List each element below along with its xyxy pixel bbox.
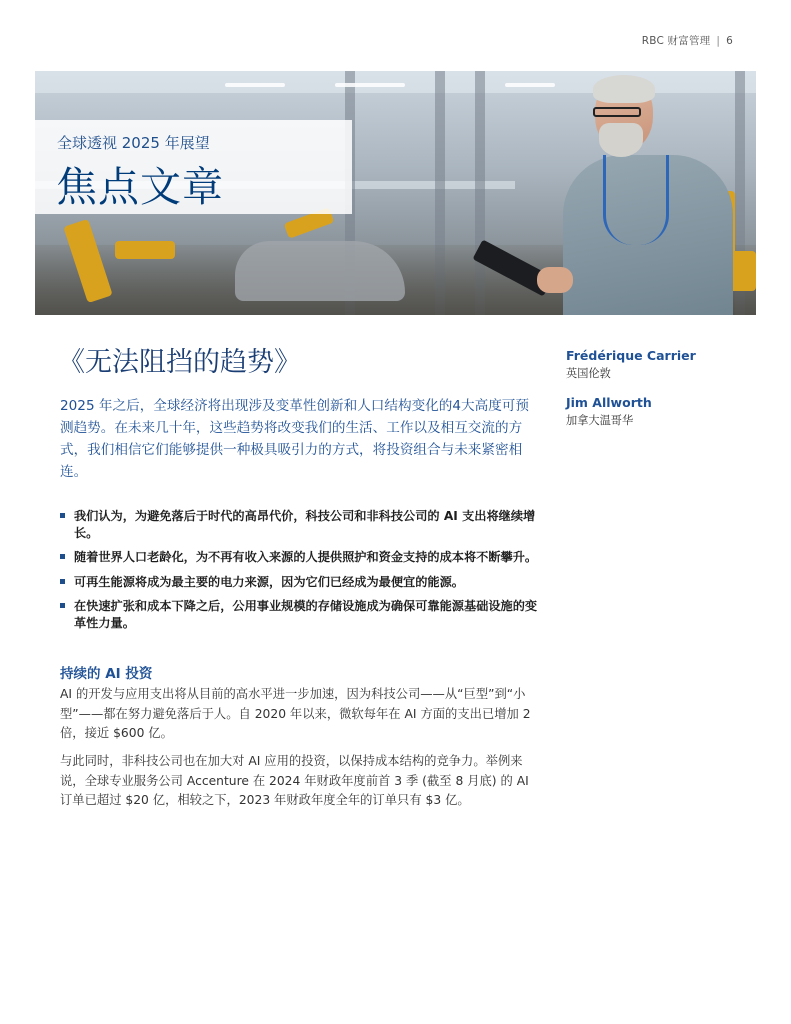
body-paragraph: AI 的开发与应用支出将从目前的高水平进一步加速，因为科技公司——从“巨型”到“小型”——都在努力避免落后于人。自 2020 年以来，微软每年在 AI 方面的支出已增加 2 倍，接近 $600 亿。: [60, 687, 531, 740]
body-paragraph: 与此同时，非科技公司也在加大对 AI 应用的投资，以保持成本结构的竞争力。举例来说，全球专业服务公司 Accenture 在 2024 年财政年度前首 3 季 (截至 8 月底) 的 AI 订单已超过 $20 亿，相较之下，2023 年财政年度全年的订单只有 $3 亿。: [60, 754, 529, 807]
bullet-text: 我们认为，为避免落后于时代的高昂代价，科技公司和非科技公司的 AI 支出将继续增长。: [74, 509, 536, 540]
bullet-list: [60, 508, 548, 639]
authors-sidebar: [566, 348, 746, 442]
header-separator: |: [716, 35, 721, 47]
bullet-item: [60, 508, 548, 541]
brand-name: RBC 财富管理: [641, 35, 711, 47]
author-location: 加拿大温哥华: [566, 414, 634, 427]
page-number: 6: [726, 35, 733, 47]
hero-title-box: [35, 120, 352, 214]
engineer-figure: [533, 71, 756, 315]
hero-title: 焦点文章: [56, 163, 224, 211]
section-heading: 持续的 AI 投资: [60, 666, 153, 682]
author-location: 英国伦敦: [566, 367, 611, 380]
lead-paragraph: 2025 年之后，全球经济将出现涉及变革性创新和人口结构变化的4大高度可预测趋势。在未来几十年，这些趋势将改变我们的生活、工作以及相互交流的方式，我们相信它们能够提供一种极具吸引力的方式，将投资组合与未来紧密相连。: [60, 398, 529, 480]
hero-eyebrow: 全球透视 2025 年展望: [57, 134, 210, 152]
bullet-marker: [60, 513, 65, 518]
author-entry: [566, 395, 746, 428]
page-header: [642, 33, 733, 48]
bullet-marker: [60, 554, 65, 559]
article-title: 《无法阻挡的趋势》: [58, 347, 301, 378]
author-entry: [566, 348, 746, 381]
author-name: Jim Allworth: [566, 395, 652, 410]
bullet-marker: [60, 579, 65, 584]
bullet-item: [60, 549, 548, 566]
bullet-text: 可再生能源将成为最主要的电力来源，因为它们已经成为最便宜的能源。: [74, 574, 464, 589]
author-name: Frédérique Carrier: [566, 348, 696, 363]
bullet-text: 在快速扩张和成本下降之后，公用事业规模的存储设施成为确保可靠能源基础设施的变革性力量。: [74, 599, 538, 630]
bullet-item: [60, 598, 548, 631]
bullet-text: 随着世界人口老龄化，为不再有收入来源的人提供照护和资金支持的成本将不断攀升。: [74, 550, 538, 564]
hero-banner: [35, 71, 756, 315]
bullet-marker: [60, 603, 65, 608]
bullet-item: [60, 574, 548, 591]
